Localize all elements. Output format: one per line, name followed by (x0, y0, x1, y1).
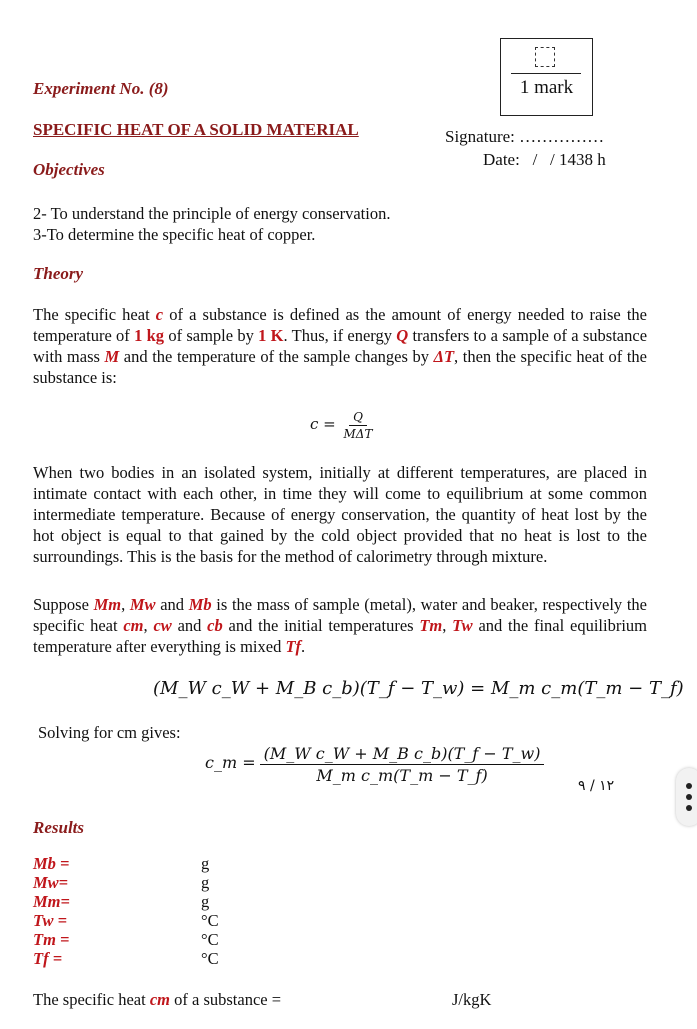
result-label: Tm = (33, 930, 70, 949)
result-unit: g (201, 854, 210, 873)
result-row (33, 949, 219, 968)
page-number: ١٢ / ٩ (578, 778, 615, 794)
result-unit: °C (201, 930, 219, 949)
theory-paragraph-2: When two bodies in an isolated system, initially at different temperatures, are placed in intimate contact with each other, in time they will come to equilibrium at some common intermediate temperature. Because of energy conservation, the quantity of heat lost by the hot object is equal to that gained by the cold object provided that no heat is lost to the surroundings. This is the basis for the method of calorimetry through mixture. (33, 463, 647, 566)
equation-specific-heat: c = $\frac{Q}{\text{MΔT}}$ (310, 410, 373, 441)
result-label: Mb = (33, 854, 70, 873)
mark-divider (511, 73, 581, 74)
theory-paragraph-1: The specific heat c of a substance is defined as the amount of energy needed to raise the temperature of 1 kg of sample by 1 K. Thus, if energy Q transfers to a sample of a substance with mass M and the temperature of the sample changes by ΔT, then the specific heat of the substance is: (33, 305, 648, 387)
objective-item: 2- To understand the principle of energy conservation. (33, 204, 391, 223)
final-result-unit: J/kgK (452, 990, 492, 1009)
equation-solution: c_m = $\frac{\text{(M\_W c\_W + M\_B c\_b)(T\_f − T\_w)}}{\text{M\_m c\_m(T\_m − T\_f)}}$ (205, 744, 544, 785)
result-row (33, 911, 219, 930)
objectives-heading: Objectives (33, 160, 105, 179)
result-label: Mm= (33, 892, 70, 911)
theory-heading: Theory (33, 264, 84, 283)
result-row (33, 873, 219, 892)
solving-text: Solving for cm gives: (38, 723, 181, 742)
mark-label: 1 mark (519, 77, 574, 98)
result-row (33, 854, 219, 873)
theory-paragraph-3: Suppose Mm, Mw and Mb is the mass of sample (metal), water and beaker, respectively the specific heat cm, cw and cb and the initial temperatures Tm, Tw and the final equilibrium temperature after everything is mixed Tf. (33, 595, 647, 656)
result-label: Tw = (33, 911, 67, 930)
date-line: Date: / / 1438 h (483, 150, 606, 169)
results-heading: Results (33, 818, 85, 837)
experiment-number: Experiment No. (8) (33, 79, 169, 98)
mark-box (500, 38, 593, 116)
result-unit: °C (201, 949, 219, 968)
dot-icon (686, 794, 692, 800)
more-options-button[interactable] (676, 768, 697, 826)
objective-item: 3-To determine the specific heat of copper. (33, 225, 316, 244)
result-row (33, 930, 219, 949)
final-result-line: The specific heat cm of a substance = (33, 990, 282, 1009)
result-unit: g (201, 892, 210, 911)
dot-icon (686, 783, 692, 789)
result-unit: g (201, 873, 210, 892)
signature-line: Signature: …………… (445, 127, 605, 146)
result-label: Tf = (33, 949, 63, 968)
checkbox-icon[interactable] (535, 47, 555, 67)
page-title: SPECIFIC HEAT OF A SOLID MATERIAL (33, 120, 359, 139)
result-row (33, 892, 219, 911)
dot-icon (686, 805, 692, 811)
equation-heat-balance: (M_W c_W + M_B c_b)(T_f − T_w) = M_m c_m(T_m − T_f) (153, 678, 684, 699)
results-list (33, 854, 219, 968)
result-unit: °C (201, 911, 219, 930)
result-label: Mw= (33, 873, 69, 892)
